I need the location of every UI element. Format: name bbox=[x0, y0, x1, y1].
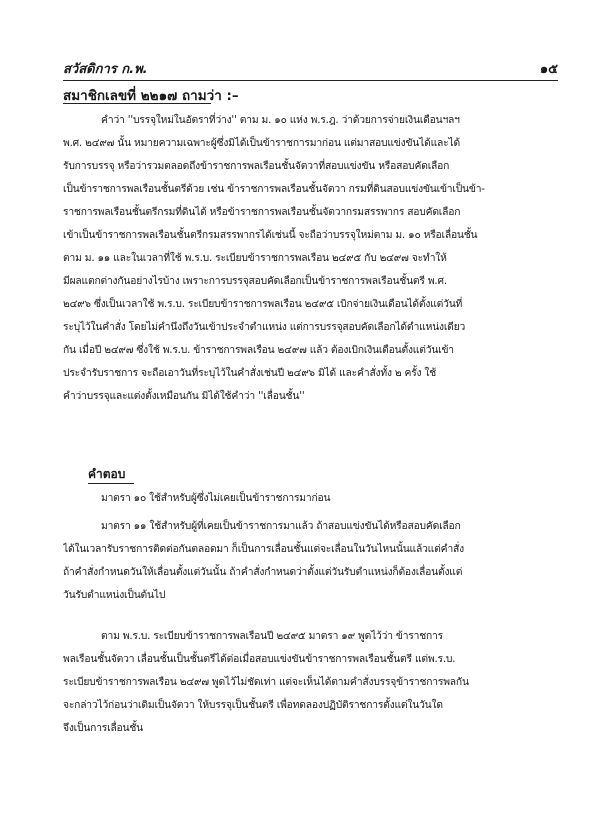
question-line: ระบุไว้ในคำสั่ง โดยไม่คำนึงถึงวันเข้าประจำตำแหน่ง แต่การบรรจุสอบคัดเลือกได้ตำแหน่งเดียว bbox=[63, 321, 466, 333]
answer-article-10 bbox=[63, 487, 553, 510]
section-title-underline bbox=[63, 103, 211, 104]
answer-label-underline bbox=[88, 483, 134, 484]
question-line: ราชการพลเรือนชั้นตรีกรมที่ดินได้ หรือข้าราชการพลเรือนชั้นจัตวากรมสรรพากร สอบคัดเลือก bbox=[63, 206, 461, 218]
answer-label: คำตอบ bbox=[88, 467, 126, 481]
question-line: คำว่าบรรจุและแต่งตั้งเหมือนกัน มิได้ใช้คำว่า ''เลื่อนชั้น'' bbox=[63, 390, 305, 402]
answer-line: จะกล่าวไว้ก่อนว่าเดิมเป็นจัตวา ให้บรรจุเป็นชั้นตรี เพื่อทดลองปฏิบัติราชการตั้งแต่ในวันใด bbox=[63, 699, 443, 711]
question-line: ตาม ม. ๑๑ และในเวลาที่ใช้ พ.ร.บ. ระเบียบข้าราชการพลเรือน ๒๔๙๕ กับ ๒๔๙๗ จะทำให้ bbox=[63, 252, 447, 264]
header-title: สวัสดิการ ก.พ. bbox=[63, 62, 148, 77]
section-title: สมาชิกเลขที่ ๒๒๑๗ ถามว่า :– bbox=[63, 88, 239, 104]
answer-act-paragraph bbox=[63, 625, 553, 740]
answer-line: ตาม พ.ร.บ. ระเบียบข้าราชการพลเรือนปี ๒๔๙๕ มาตรา ๑๙ พูดไว้ว่า ข้าราชการ bbox=[101, 630, 443, 642]
header-rule bbox=[63, 80, 558, 81]
question-line: เข้าเป็นข้าราชการพลเรือนชั้นตรีกรมสรรพากรได้เช่นนี้ จะถือว่าบรรจุใหม่ตาม ม. ๑๐ หรือเลื่อนชั้น bbox=[63, 229, 478, 241]
answer-line: พลเรือนชั้นจัตวา เลื่อนชั้นเป็นชั้นตรีได้ต่อเมื่อสอบแข่งขันข้าราชการพลเรือนชั้นตรี แต่พ.ร.บ. bbox=[63, 653, 456, 665]
question-line: ๒๔๙๖ ซึ่งเป็นเวลาใช้ พ.ร.บ. ระเบียบข้าราชการพลเรือน ๒๔๙๕ เบิกจ่ายเงินเดือนได้ตั้งแต่วันที่ bbox=[63, 298, 463, 310]
question-line: ประจำรับราชการ จะถือเอาวันที่ระบุไว้ในคำสั่งเช่นปี ๒๔๙๖ มิได้ และคำสั่งทั้ง ๒ ครั้ง ใช้ bbox=[63, 367, 437, 379]
question-line: เป็นข้าราชการพลเรือนชั้นตรีด้วย เช่น ข้าราชการพลเรือนชั้นจัตวา กรมที่ดินสอบแข่งขันเข้าเป็นข้า- bbox=[63, 183, 485, 195]
answer-line: มาตรา ๑๐ ใช้สำหรับผู้ซึ่งไม่เคยเป็นข้าราชการมาก่อน bbox=[101, 492, 331, 504]
answer-line: ระเบียบข้าราชการพลเรือน ๒๔๙๗ พูดไว้ไม่ชัดเท่า แต่จะเห็นได้ตามคำสั่งบรรจุข้าราชการพลกัน bbox=[63, 676, 469, 688]
question-line: รับการบรรจุ หรือว่ารวมตลอดถึงข้าราชการพลเรือนชั้นจัตวาที่สอบแข่งขัน หรือสอบคัดเลือก bbox=[63, 160, 450, 172]
question-line: กัน เมื่อปี ๒๔๙๗ ซึ่งใช้ พ.ร.บ. ข้าราชการพลเรือน ๒๔๙๗ แล้ว ต้องเบิกเงินเดือนตั้งแต่วันเข้า bbox=[63, 344, 454, 356]
answer-line: ได้ในเวลารับราชการติดต่อกันตลอดมา ก็เป็นการเลื่อนชั้นแต่จะเลื่อนในวันไหนนั้นแล้วแต่คำสั่ง bbox=[63, 543, 464, 555]
answer-line: ถ้าคำสั่งกำหนดวันให้เลื่อนตั้งแต่วันนั้น ถ้าคำสั่งกำหนดว่าตั้งแต่วันรับตำแหน่งก็ต้องเลื่อนตั้งแต่ bbox=[63, 566, 463, 578]
page-header bbox=[63, 58, 558, 82]
question-paragraph bbox=[63, 109, 553, 408]
answer-line: วันรับตำแหน่งเป็นต้นไป bbox=[63, 589, 166, 601]
question-line: พ.ศ. ๒๔๙๗ นั้น หมายความเฉพาะผู้ซึ่งมิได้เป็นข้าราชการมาก่อน แต่มาสอบแข่งขันได้และได้ bbox=[63, 137, 460, 149]
page-number: ๑๕ bbox=[539, 62, 558, 77]
question-line: คำว่า ''บรรจุใหม่ในอัตราที่ว่าง'' ตาม ม. ๑๐ แห่ง พ.ร.ฎ. ว่าด้วยการจ่ายเงินเดือนฯลฯ bbox=[101, 114, 460, 126]
answer-article-11 bbox=[63, 515, 553, 607]
question-line: มีผลแตกต่างกันอย่างไรบ้าง เพราะการบรรจุสอบคัดเลือกเป็นข้าราชการพลเรือนชั้นตรี พ.ศ. bbox=[63, 275, 447, 287]
answer-line: จึงเป็นการเลื่อนชั้น bbox=[63, 722, 143, 734]
answer-line: มาตรา ๑๑ ใช้สำหรับผู้ที่เคยเป็นข้าราชการมาแล้ว ถ้าสอบแข่งขันได้หรือสอบคัดเลือก bbox=[101, 520, 461, 532]
